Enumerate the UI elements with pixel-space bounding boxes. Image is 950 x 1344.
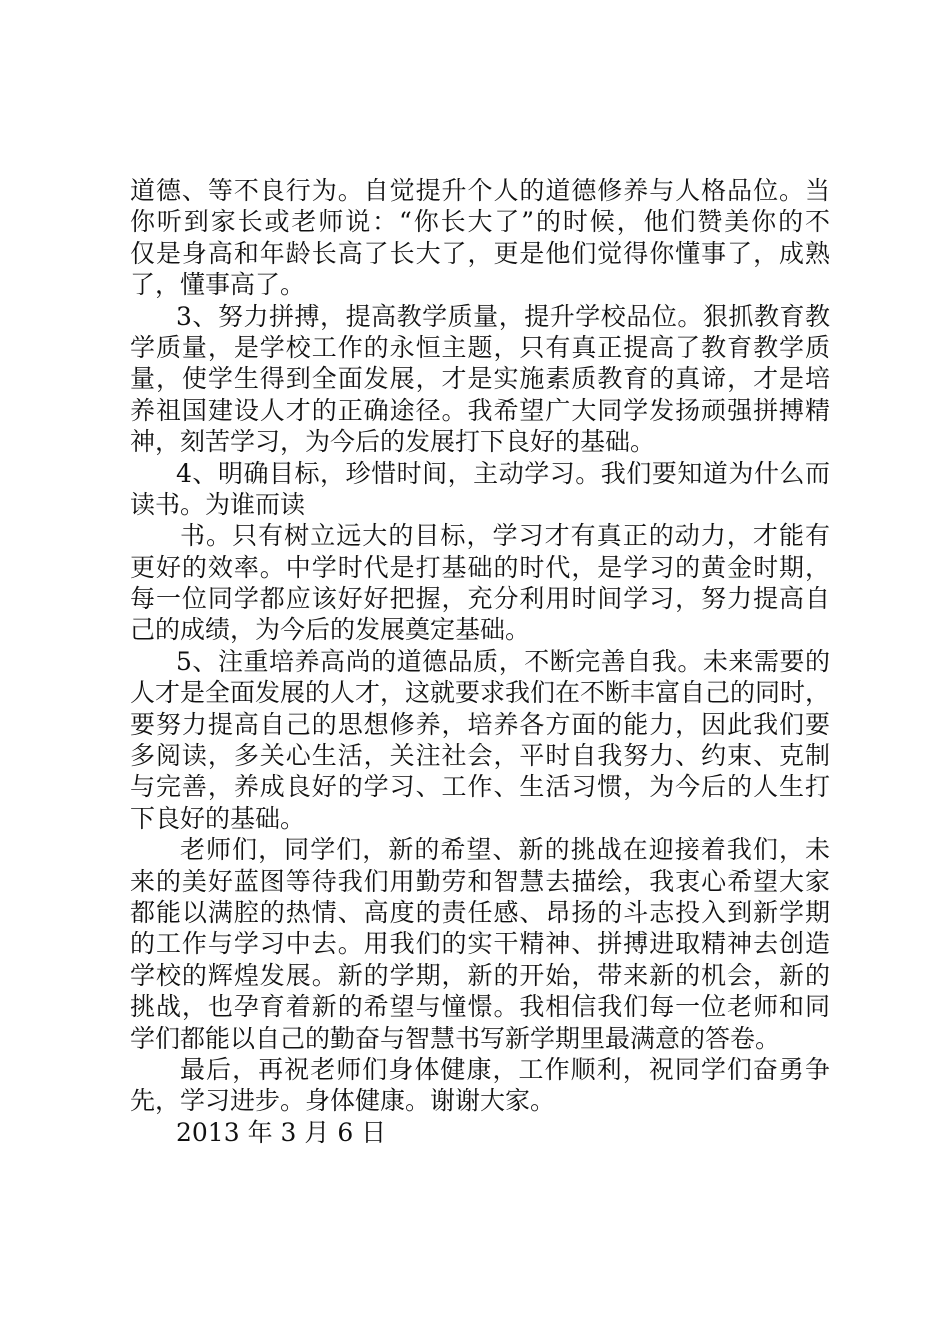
text-line: 仅是身高和年龄长高了长大了，更是他们觉得你懂事了，成熟 xyxy=(130,238,830,268)
text-line: 养祖国建设人才的正确途径。我希望广大同学发扬顽强拼搏精 xyxy=(130,395,830,425)
text-line: 你听到家长或老师说：“你长大了”的时候，他们赞美你的不 xyxy=(130,207,830,237)
text-line: 道德、等不良行为。自觉提升个人的道德修养与人格品位。当 xyxy=(130,176,830,205)
text-line: 与完善，养成良好的学习、工作、生活习惯，为今后的人生打 xyxy=(130,772,830,802)
text-line: 神，刻苦学习，为今后的发展打下良好的基础。 xyxy=(130,427,656,457)
text-line: 3、努力拼搏，提高教学质量，提升学校品位。狠抓教育教 xyxy=(176,301,830,331)
text-line: 学们都能以自己的勤奋与智慧书写新学期里最满意的答卷。 xyxy=(130,1023,781,1053)
text-line: 都能以满腔的热情、高度的责任感、昂扬的斗志投入到新学期 xyxy=(130,897,830,927)
document-body xyxy=(130,175,830,1148)
text-line: 挑战，也孕育着新的希望与憧憬。我相信我们每一位老师和同 xyxy=(130,992,830,1022)
text-line: 来的美好蓝图等待我们用勤劳和智慧去描绘，我衷心希望大家 xyxy=(130,866,830,896)
text-line: 先，学习进步。身体健康。谢谢大家。 xyxy=(130,1086,556,1116)
text-line: 学校的辉煌发展。新的学期，新的开始，带来新的机会，新的 xyxy=(130,960,830,990)
text-line: 己的成绩，为今后的发展奠定基础。 xyxy=(130,615,531,645)
text-line: 下良好的基础。 xyxy=(130,803,306,833)
text-line: 量，使学生得到全面发展，才是实施素质教育的真谛，才是培 xyxy=(130,364,830,394)
text-line: 每一位同学都应该好好把握，充分利用时间学习，努力提高自 xyxy=(130,584,830,614)
text-line: 要努力提高自己的思想修养，培养各方面的能力，因此我们要 xyxy=(130,709,830,739)
text-line: 人才是全面发展的人才，这就要求我们在不断丰富自己的同时， xyxy=(130,678,831,708)
text-line: 更好的效率。中学时代是打基础的时代，是学习的黄金时期， xyxy=(130,552,830,582)
text-line: 多阅读，多关心生活，关注社会，平时自我努力、约束、克制 xyxy=(130,741,830,771)
text-line: 学质量，是学校工作的永恒主题，只有真正提高了教育教学质 xyxy=(130,332,830,362)
text-line: 老师们，同学们，新的希望、新的挑战在迎接着我们，未 xyxy=(180,835,830,865)
text-line: 5、注重培养高尚的道德品质，不断完善自我。未来需要的 xyxy=(176,646,830,676)
text-line: 最后，再祝老师们身体健康，工作顺利，祝同学们奋勇争 xyxy=(180,1054,830,1084)
text-line: 书。只有树立远大的目标，学习才有真正的动力，才能有 xyxy=(180,521,830,551)
text-line: 4、明确目标，珍惜时间，主动学习。我们要知道为什么而 xyxy=(176,458,830,488)
text-line: 的工作与学习中去。用我们的实干精神、拼搏进取精神去创造 xyxy=(130,929,830,959)
text-line: 读书。为谁而读 xyxy=(130,489,306,519)
date-line: 2013 年 3 月 6 日 xyxy=(176,1117,387,1147)
text-line: 了，懂事高了。 xyxy=(130,270,306,300)
